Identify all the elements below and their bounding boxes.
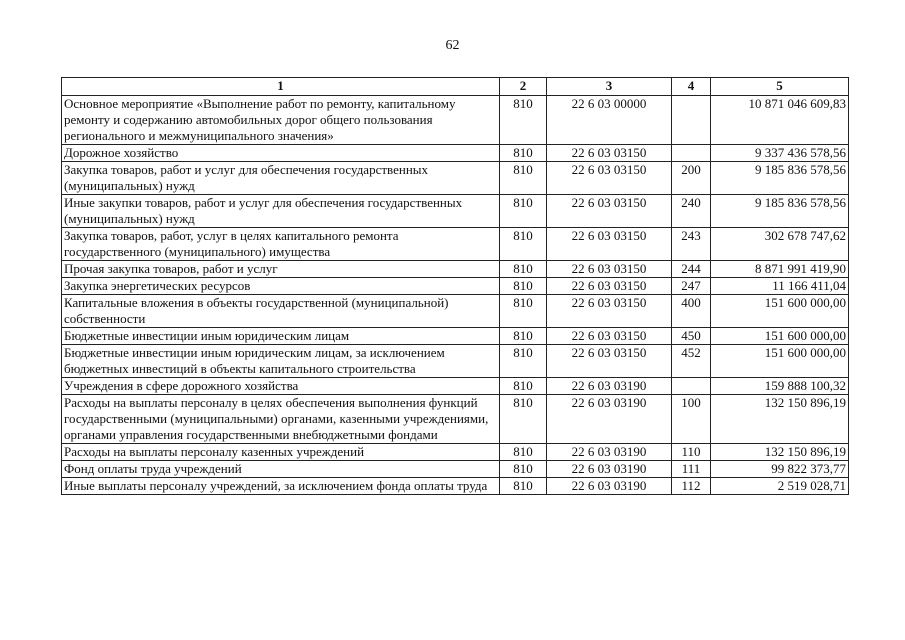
table-row (62, 328, 849, 345)
row-expense-type-cell (672, 96, 711, 145)
row-admin-code-cell: 810 (500, 96, 547, 145)
row-target-article-cell: 22 6 03 03190 (547, 478, 672, 495)
table-row (62, 228, 849, 261)
row-amount-cell: 132 150 896,19 (711, 395, 849, 444)
column-header-csr: 3 (547, 78, 672, 96)
row-name-cell: Расходы на выплаты персоналу казенных учреждений (62, 444, 500, 461)
row-target-article-cell: 22 6 03 03150 (547, 295, 672, 328)
row-target-article-cell: 22 6 03 03190 (547, 444, 672, 461)
row-name-cell: Закупка товаров, работ, услуг в целях капитального ремонта государственного (муниципального) имущества (62, 228, 500, 261)
row-name-cell: Закупка энергетических ресурсов (62, 278, 500, 295)
row-expense-type-cell: 400 (672, 295, 711, 328)
row-admin-code-cell: 810 (500, 261, 547, 278)
row-name-cell: Прочая закупка товаров, работ и услуг (62, 261, 500, 278)
table-row (62, 444, 849, 461)
row-expense-type-cell (672, 145, 711, 162)
row-amount-cell: 99 822 373,77 (711, 461, 849, 478)
table-row (62, 461, 849, 478)
row-target-article-cell: 22 6 03 03150 (547, 261, 672, 278)
row-expense-type-cell: 450 (672, 328, 711, 345)
row-target-article-cell: 22 6 03 03190 (547, 378, 672, 395)
row-name-cell: Капитальные вложения в объекты государственной (муниципальной) собственности (62, 295, 500, 328)
row-expense-type-cell: 240 (672, 195, 711, 228)
row-admin-code-cell: 810 (500, 295, 547, 328)
row-amount-cell: 10 871 046 609,83 (711, 96, 849, 145)
row-admin-code-cell: 810 (500, 278, 547, 295)
row-expense-type-cell: 110 (672, 444, 711, 461)
table-header-row (62, 78, 849, 96)
row-admin-code-cell: 810 (500, 461, 547, 478)
row-name-cell: Расходы на выплаты персоналу в целях обеспечения выполнения функций государственными (муниципальными) органами, казенными учреждениями, органами управления государственными внебюджетными фондами (62, 395, 500, 444)
row-expense-type-cell: 100 (672, 395, 711, 444)
table-row (62, 145, 849, 162)
table-row (62, 478, 849, 495)
table-row (62, 261, 849, 278)
row-target-article-cell: 22 6 03 00000 (547, 96, 672, 145)
table-row (62, 162, 849, 195)
table-row (62, 278, 849, 295)
row-target-article-cell: 22 6 03 03190 (547, 461, 672, 478)
row-name-cell: Бюджетные инвестиции иным юридическим лицам, за исключением бюджетных инвестиций в объекты капитального строительства (62, 345, 500, 378)
row-amount-cell: 151 600 000,00 (711, 295, 849, 328)
row-amount-cell: 132 150 896,19 (711, 444, 849, 461)
column-header-amount: 5 (711, 78, 849, 96)
row-admin-code-cell: 810 (500, 478, 547, 495)
row-amount-cell: 159 888 100,32 (711, 378, 849, 395)
row-target-article-cell: 22 6 03 03150 (547, 162, 672, 195)
column-header-admin: 2 (500, 78, 547, 96)
row-target-article-cell: 22 6 03 03150 (547, 145, 672, 162)
row-amount-cell: 8 871 991 419,90 (711, 261, 849, 278)
row-target-article-cell: 22 6 03 03150 (547, 195, 672, 228)
table-row (62, 395, 849, 444)
table-row (62, 96, 849, 145)
row-expense-type-cell: 244 (672, 261, 711, 278)
row-admin-code-cell: 810 (500, 195, 547, 228)
row-name-cell: Бюджетные инвестиции иным юридическим лицам (62, 328, 500, 345)
column-header-name: 1 (62, 78, 500, 96)
row-name-cell: Закупка товаров, работ и услуг для обеспечения государственных (муниципальных) нужд (62, 162, 500, 195)
row-target-article-cell: 22 6 03 03150 (547, 328, 672, 345)
row-expense-type-cell: 111 (672, 461, 711, 478)
row-target-article-cell: 22 6 03 03150 (547, 345, 672, 378)
row-expense-type-cell: 112 (672, 478, 711, 495)
row-expense-type-cell: 200 (672, 162, 711, 195)
row-target-article-cell: 22 6 03 03190 (547, 395, 672, 444)
row-expense-type-cell: 247 (672, 278, 711, 295)
row-admin-code-cell: 810 (500, 444, 547, 461)
page-number: 62 (445, 38, 460, 53)
table-row (62, 295, 849, 328)
row-amount-cell: 9 185 836 578,56 (711, 195, 849, 228)
table-row (62, 195, 849, 228)
row-name-cell: Дорожное хозяйство (62, 145, 500, 162)
row-amount-cell: 9 337 436 578,56 (711, 145, 849, 162)
row-target-article-cell: 22 6 03 03150 (547, 278, 672, 295)
row-name-cell: Иные закупки товаров, работ и услуг для обеспечения государственных (муниципальных) нужд (62, 195, 500, 228)
row-name-cell: Иные выплаты персоналу учреждений, за исключением фонда оплаты труда (62, 478, 500, 495)
row-target-article-cell: 22 6 03 03150 (547, 228, 672, 261)
row-admin-code-cell: 810 (500, 345, 547, 378)
row-amount-cell: 2 519 028,71 (711, 478, 849, 495)
row-amount-cell: 302 678 747,62 (711, 228, 849, 261)
row-expense-type-cell: 243 (672, 228, 711, 261)
row-amount-cell: 151 600 000,00 (711, 328, 849, 345)
table-row (62, 345, 849, 378)
table-row (62, 378, 849, 395)
budget-table (61, 77, 849, 495)
row-expense-type-cell (672, 378, 711, 395)
row-admin-code-cell: 810 (500, 378, 547, 395)
row-admin-code-cell: 810 (500, 328, 547, 345)
row-expense-type-cell: 452 (672, 345, 711, 378)
row-admin-code-cell: 810 (500, 145, 547, 162)
row-name-cell: Учреждения в сфере дорожного хозяйства (62, 378, 500, 395)
row-amount-cell: 151 600 000,00 (711, 345, 849, 378)
row-admin-code-cell: 810 (500, 395, 547, 444)
row-name-cell: Основное мероприятие «Выполнение работ по ремонту, капитальному ремонту и содержанию автомобильных дорог общего пользования регионального и межмуниципального значения» (62, 96, 500, 145)
row-amount-cell: 11 166 411,04 (711, 278, 849, 295)
row-name-cell: Фонд оплаты труда учреждений (62, 461, 500, 478)
row-amount-cell: 9 185 836 578,56 (711, 162, 849, 195)
row-admin-code-cell: 810 (500, 162, 547, 195)
column-header-vr: 4 (672, 78, 711, 96)
row-admin-code-cell: 810 (500, 228, 547, 261)
